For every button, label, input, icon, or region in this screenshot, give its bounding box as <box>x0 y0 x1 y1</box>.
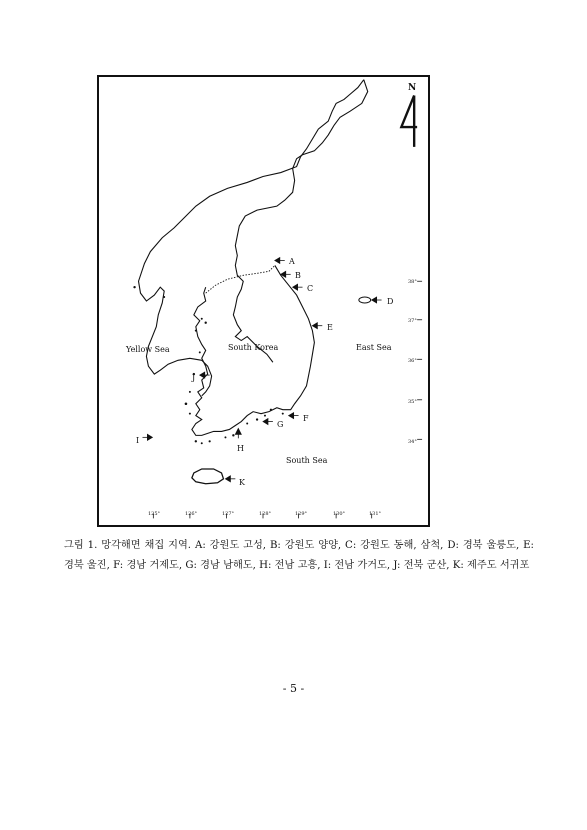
site-label-i: I <box>136 436 140 445</box>
longitude-label-131: 131° <box>369 511 382 517</box>
site-label-k: K <box>239 478 245 487</box>
map-figure <box>97 75 430 527</box>
jeju-island <box>192 469 224 484</box>
korea-map <box>99 77 428 525</box>
east-coastline-north <box>233 80 367 363</box>
site-label-j: J <box>192 373 196 382</box>
site-label-c: C <box>307 284 314 293</box>
country-label: South Korea <box>228 343 279 352</box>
site-label-h: H <box>237 444 244 453</box>
site-label-b: B <box>295 271 301 280</box>
longitude-label-126: 126° <box>185 511 198 517</box>
north-arrow-icon <box>401 95 417 146</box>
ulleungdo-island <box>359 297 371 303</box>
latitude-label-35: 35° <box>408 399 417 405</box>
longitude-label-125: 125° <box>148 511 161 517</box>
longitude-label-129: 129° <box>295 511 308 517</box>
east-sea-label: East Sea <box>356 343 392 352</box>
page-number: - 5 - <box>282 682 305 695</box>
latitude-label-36: 36° <box>408 358 417 364</box>
latitude-label-37: 37° <box>408 318 417 324</box>
site-label-f: F <box>303 414 309 423</box>
site-label-a: A <box>289 257 295 266</box>
south-sea-label: South Sea <box>286 456 328 465</box>
small-islands <box>133 286 283 444</box>
latitude-label-34: 34° <box>408 439 417 445</box>
site-arrows <box>142 258 381 482</box>
north-label: N <box>408 83 417 93</box>
latitude-label-38: 38° <box>408 279 417 285</box>
latitude-ticks <box>417 281 422 439</box>
site-label-g: G <box>277 420 284 429</box>
figure-caption: 그림 1. 망각해면 채집 지역. A: 강원도 고성, B: 강원도 양양, C: 강원도 동해, 삼척, D: 경북 울릉도, E: 경북 울진, F: 경남 거제도, G: 경남 남해도, H: 전남 고흥, I: 전남 가거도, J: 전북 군산, K: 제주도 서귀포 <box>64 540 534 571</box>
longitude-label-130: 130° <box>333 511 346 517</box>
site-label-e: E <box>327 323 333 332</box>
dmz-line <box>206 265 275 293</box>
site-label-d: D <box>387 297 394 306</box>
longitude-label-128: 128° <box>259 511 272 517</box>
longitude-label-127: 127° <box>222 511 235 517</box>
yellow-sea-label: Yellow Sea <box>126 345 170 354</box>
